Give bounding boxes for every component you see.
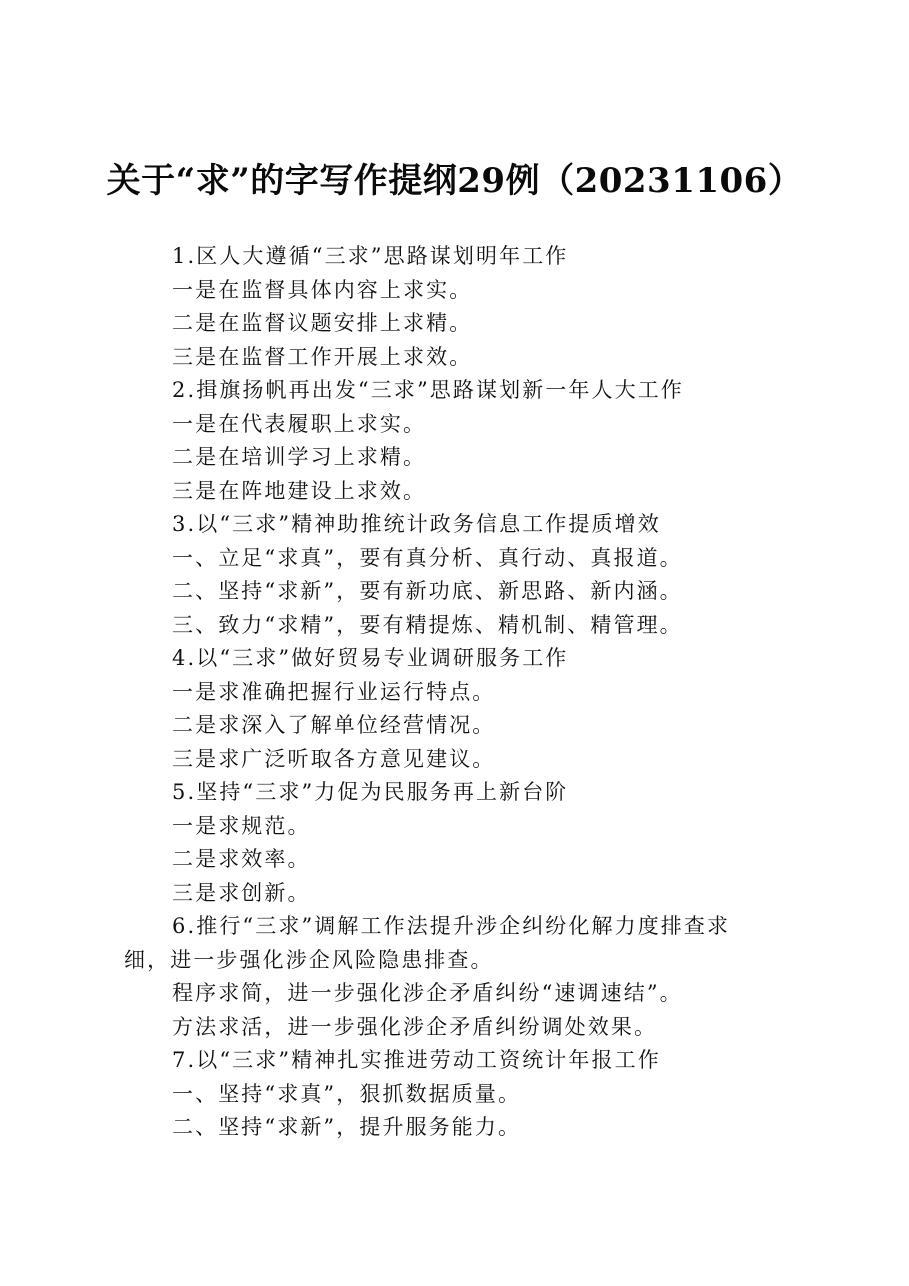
paragraph-line: 二、坚持“求新”，提升服务能力。 xyxy=(172,1115,522,1139)
paragraph-line: 一是在代表履职上求实。 xyxy=(172,411,427,436)
section-heading-4: 4.以“三求”做好贸易专业调研服务工作 xyxy=(172,646,569,670)
section-heading-5: 5.坚持“三求”力促为民服务再上新台阶 xyxy=(172,780,569,804)
section-heading-3: 3.以“三求”精神助推统计政务信息工作提质增效 xyxy=(172,512,661,536)
paragraph-line: 一是求规范。 xyxy=(172,813,311,838)
paragraph-line: 一是求准确把握行业运行特点。 xyxy=(172,679,496,704)
section-heading-2: 2.揖旗扬帆再出发“三求”思路谋划新一年人大工作 xyxy=(172,378,684,402)
paragraph-line: 二是在监督议题安排上求精。 xyxy=(172,311,473,335)
paragraph-line: 一是在监督具体内容上求实。 xyxy=(172,277,473,302)
document-body xyxy=(124,240,804,1145)
section-heading-6: 6.推行“三求”调解工作法提升涉企纠纷化解力度排查求 xyxy=(172,914,731,938)
paragraph-line: 三、致力“求精”，要有精提炼、精机制、精管理。 xyxy=(172,612,683,637)
paragraph-line: 二是求深入了解单位经营情况。 xyxy=(172,713,496,737)
paragraph-line-continuation: 细，进一步强化涉企风险隐患排查。 xyxy=(124,947,494,972)
section-heading-1: 1.区人大遵循“三求”思路谋划明年工作 xyxy=(172,244,569,268)
paragraph-line: 一、立足“求真”，要有真分析、真行动、真报道。 xyxy=(172,545,683,570)
paragraph-line: 程序求简，进一步强化涉企矛盾纠纷“速调速结”。 xyxy=(172,981,683,1005)
paragraph-line: 三是在监督工作开展上求效。 xyxy=(172,344,473,369)
paragraph-line: 一、坚持“求真”，狠抓数据质量。 xyxy=(172,1081,522,1106)
paragraph-line: 二是求效率。 xyxy=(172,847,311,871)
paragraph-line: 二、坚持“求新”，要有新功底、新思路、新内涵。 xyxy=(172,579,683,603)
paragraph-line: 三是求广泛听取各方意见建议。 xyxy=(172,746,496,771)
paragraph-line: 三是求创新。 xyxy=(172,880,311,905)
document-title: 关于“求”的字写作提纲29例（20231106） xyxy=(106,161,803,201)
paragraph-line: 方法求活，进一步强化涉企矛盾纠纷调处效果。 xyxy=(172,1014,658,1039)
paragraph-line: 三是在阵地建设上求效。 xyxy=(172,478,427,503)
paragraph-line: 二是在培训学习上求精。 xyxy=(172,445,427,469)
section-heading-7: 7.以“三求”精神扎实推进劳动工资统计年报工作 xyxy=(172,1048,661,1072)
